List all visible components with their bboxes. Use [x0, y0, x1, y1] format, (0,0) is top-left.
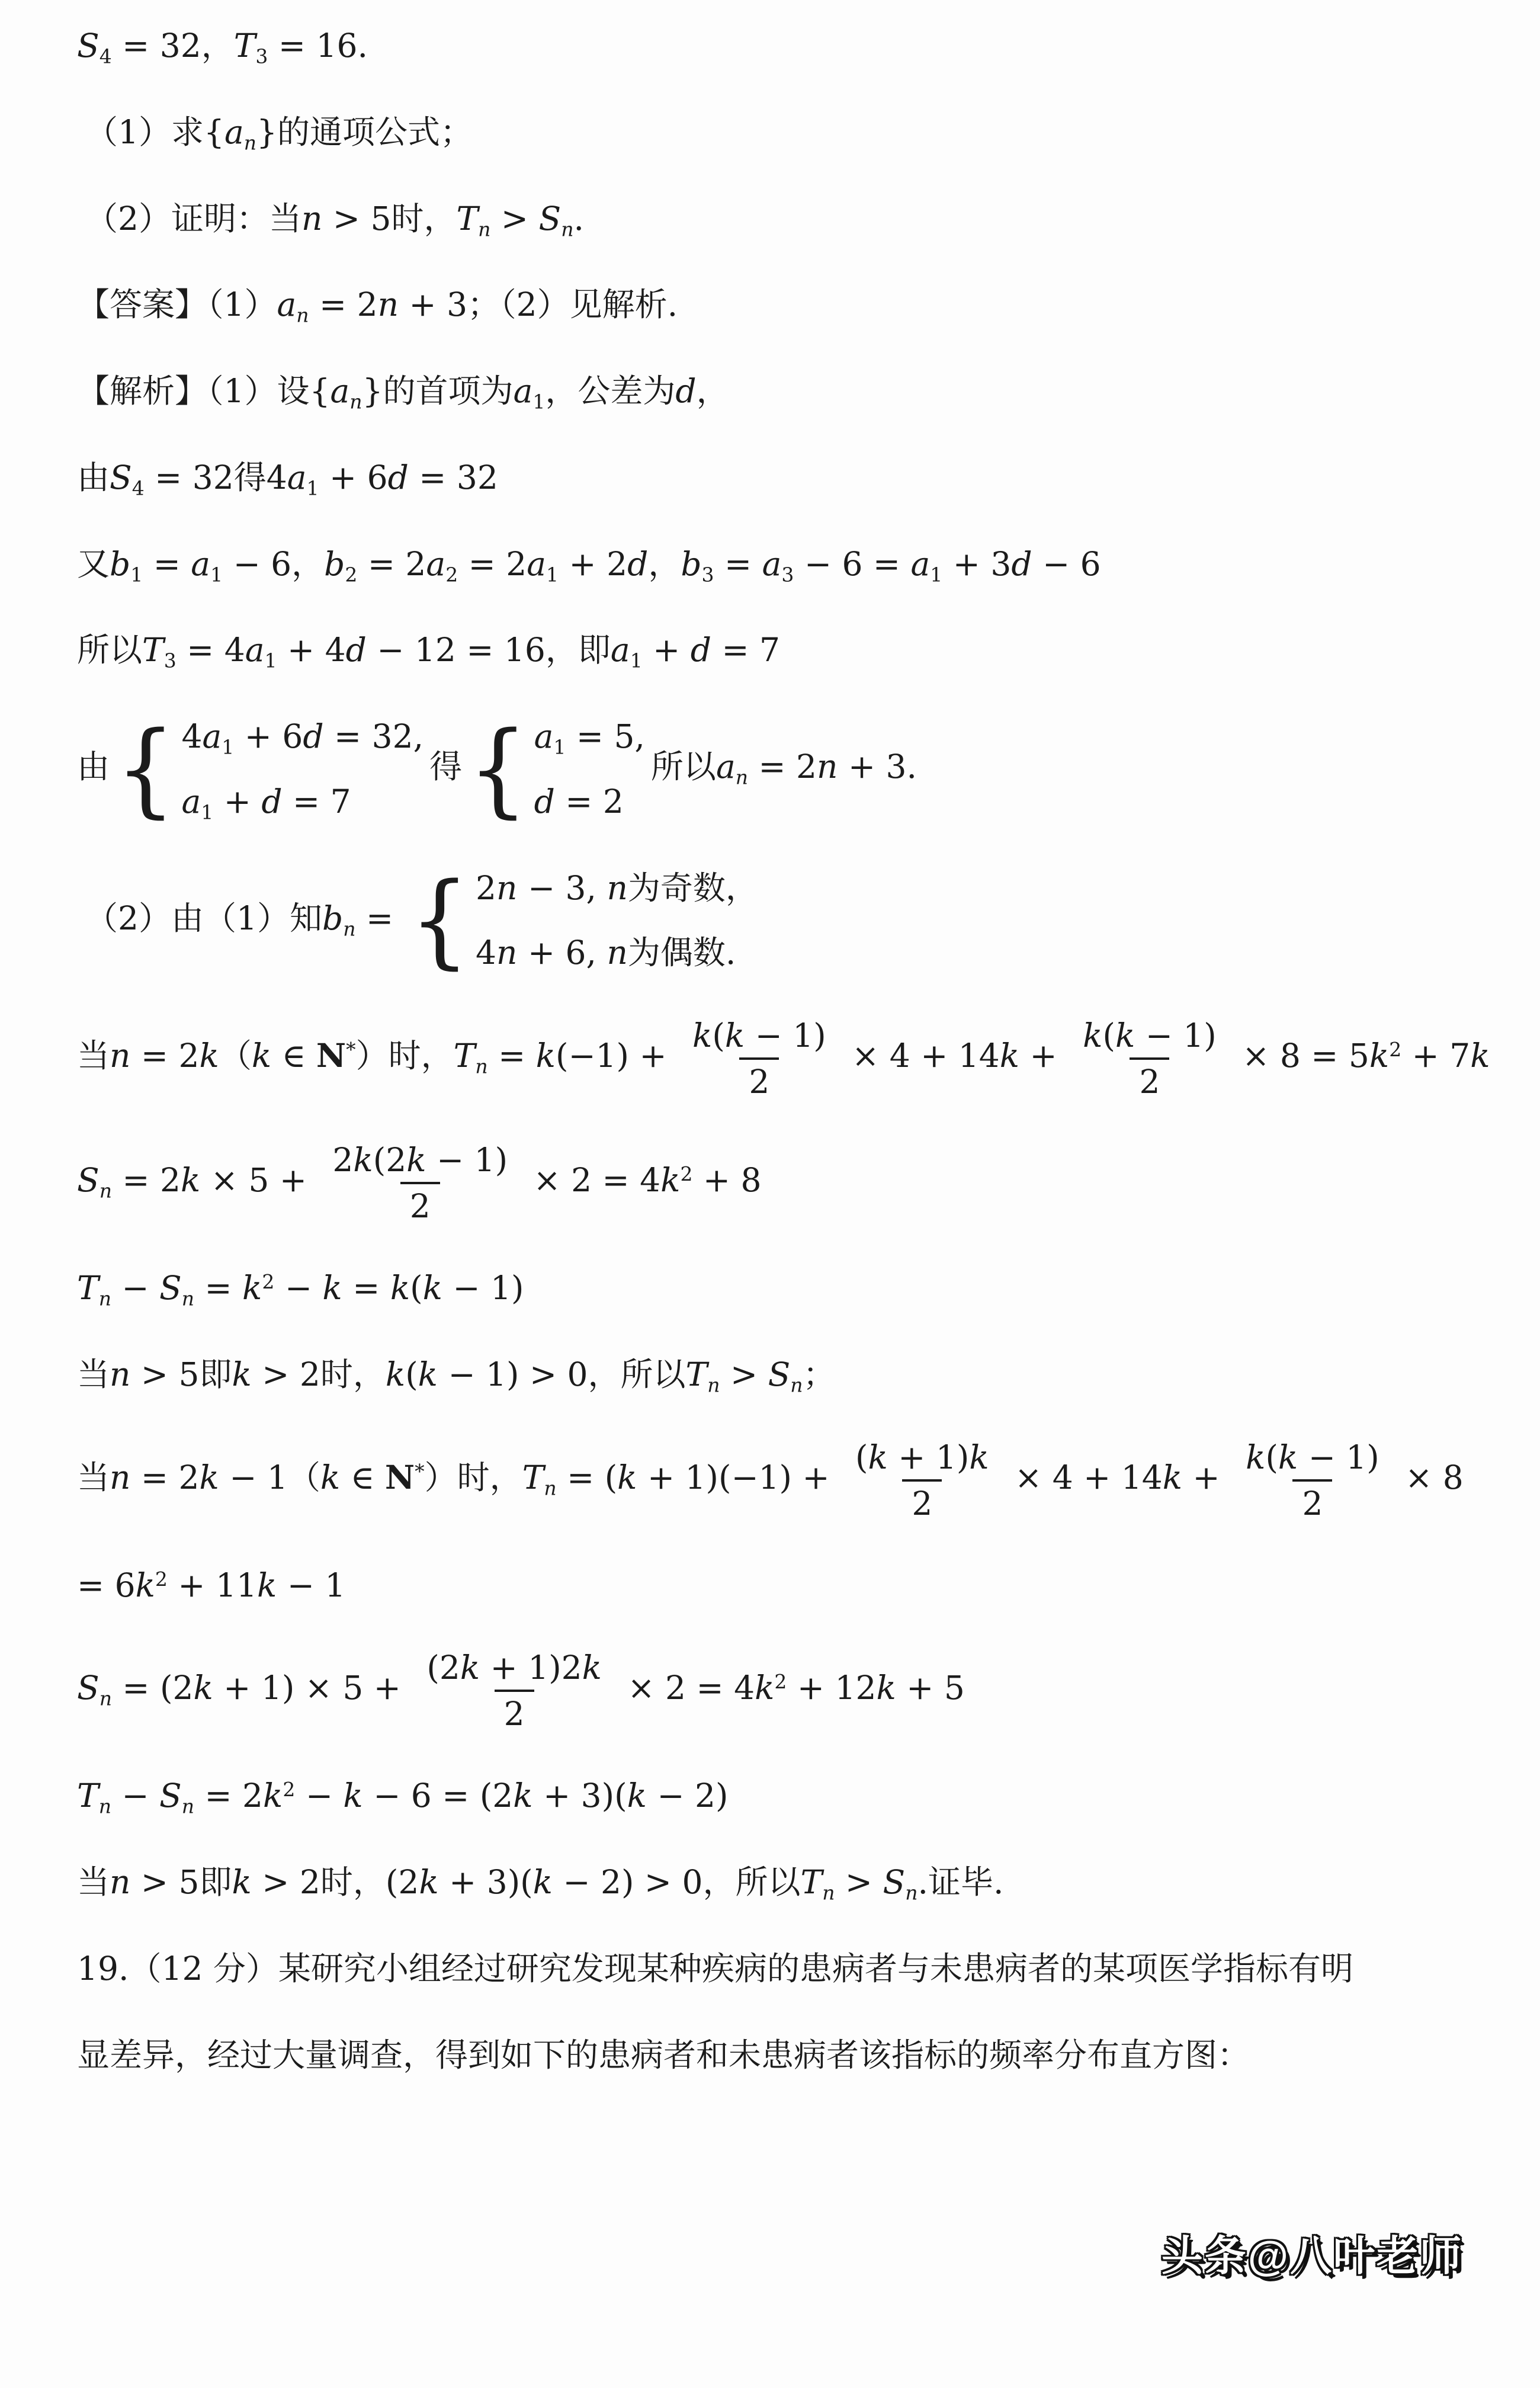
math-line-part2-piecewise-bn: （2）由（1）知$b_n$ = { 2n − 3, n为奇数， 4n + 6, n为偶数. [85, 860, 758, 980]
subscript: 1 [210, 563, 223, 586]
left-brace: { [468, 709, 528, 829]
fraction [683, 1016, 836, 1101]
superscript: 2 [155, 1567, 168, 1591]
math-line-even-case-tn: 当n = 2k（k ∈ N*）时，$T_n = k(-1)$ + $\frac{k(k - 1)}{2}$ × 4 + 14k + $\frac{k(k - 1)}{2}$ × $8 = 5k^2 + 7k$ [77, 1017, 1490, 1101]
subscript: 1 [546, 563, 559, 586]
cases-row: d = 2 [534, 782, 624, 820]
fraction-denominator: 2 [1292, 1479, 1332, 1523]
fraction-denominator: 2 [400, 1182, 440, 1226]
subscript: n [822, 1881, 835, 1905]
subscript: 3 [701, 563, 714, 586]
cases-rows [182, 713, 424, 826]
math-line-even-case-conclusion: 当n > 5即k > 2时，k(k − 1) > 0，所以$T_n > S_n$； [77, 1355, 836, 1397]
subscript: 1 [306, 476, 319, 500]
subscript: 1 [201, 800, 214, 824]
subscript: 3 [163, 649, 177, 672]
superscript: 2 [680, 1162, 693, 1185]
subscript: 4 [99, 44, 112, 68]
subscript: n [905, 1881, 918, 1905]
fraction-numerator: k(k − 1) [1083, 1017, 1217, 1054]
subscript: n [478, 217, 491, 241]
subscript: n [343, 916, 356, 940]
math-line-answer-summary: 【答案】$(1)a_n = 2n + 3$；（2）见解析. [77, 286, 678, 327]
math-line-system-solve: 由 { $4a_1 + 6d = 32$, $a_1 + d = 7$ 得 { $a_1 = 5$, d = 2 所以$a_n = 2n + 3$. [77, 709, 917, 829]
subscript: n [181, 1287, 194, 1310]
subscript: 3 [255, 44, 268, 68]
fraction-numerator: k(k − 1) [1246, 1438, 1379, 1476]
math-line-part1-question: （1）求$\{a_n\}$的通项公式； [85, 113, 473, 155]
subscript: n [349, 390, 362, 414]
math-line-q19-intro-line2: 显差异，经过大量调查，得到如下的患病者和未患病者该指标的频率分布直方图： [77, 2036, 1250, 2074]
fraction-numerator: (k + 1)k [855, 1438, 989, 1476]
subscript: n [475, 1054, 488, 1078]
cases-group [116, 709, 424, 829]
cases-row: 4n + 6, n为偶数. [476, 934, 736, 972]
subscript: n [735, 765, 748, 789]
bold-symbol: N [384, 1457, 415, 1496]
subscript: n [561, 217, 574, 241]
math-line-odd-case-difference: $T_n - S_n = 2k^2 - k - 6 = (2k + 3)(k - 2)$ [77, 1777, 729, 1818]
subscript: 4 [131, 476, 145, 500]
cases-rows [534, 713, 645, 826]
subscript: n [99, 1179, 112, 1203]
bold-symbol: N [316, 1036, 346, 1075]
math-line-even-case-sn: $S_n = 2k \times 5$ + $\frac{2k(2k - 1)}{2}$ × $2 = 4k^2 + 8$ [77, 1141, 762, 1225]
subscript: n [707, 1373, 720, 1397]
fraction-numerator: 2k(2k − 1) [332, 1141, 508, 1179]
subscript: 1 [130, 563, 143, 586]
superscript: 2 [774, 1670, 787, 1694]
subscript: n [98, 1287, 111, 1310]
subscript: 1 [532, 390, 546, 414]
subscript: n [99, 1687, 112, 1710]
cases-group [468, 709, 645, 829]
fraction [323, 1140, 517, 1226]
superscript: 2 [1389, 1037, 1402, 1061]
superscript: 2 [262, 1270, 275, 1293]
math-solution-content [77, 23, 1490, 2118]
superscript: * [415, 1459, 425, 1483]
math-line-eq-from-t3: 所以$T_3 = 4a_1 + 4d - 12 = 16$，即$a_1 + d = 7$ [77, 631, 781, 672]
fraction-numerator: k(k − 1) [692, 1017, 826, 1054]
subscript: 1 [630, 649, 643, 672]
cases-row: $a_1 = 5$, [534, 717, 645, 759]
math-line-eq-b-terms: 又$b_1 = a_1 - 6$，$b_2 = 2a_2 = 2a_1 + 2d$，$b_3 = a_3 - 6 = a_1 + 3d - 6$ [77, 544, 1101, 586]
fraction-denominator: 2 [1130, 1057, 1169, 1101]
cases-row: 2n − 3, n为奇数， [476, 868, 758, 907]
math-line-given-values: $S_4 = 32$，$T_3 = 16$. [77, 27, 368, 68]
subscript: n [98, 1794, 111, 1818]
subscript: 3 [781, 563, 794, 586]
math-line-odd-case-tn-result: = $6k^2 + 11k - 1$ [77, 1566, 346, 1604]
subscript: 1 [222, 735, 235, 759]
cases-row: $4a_1 + 6d = 32$, [181, 717, 424, 759]
subscript: n [296, 303, 309, 327]
cases-row: $a_1 + d = 7$ [181, 782, 351, 824]
subscript: 1 [264, 649, 277, 672]
subscript: n [243, 131, 257, 155]
left-brace: { [116, 709, 176, 829]
fraction [417, 1648, 611, 1733]
fraction [1236, 1438, 1389, 1523]
subscript: 2 [445, 563, 458, 586]
left-brace: { [409, 860, 470, 980]
math-line-eq-from-s4: 由$S_4 = 32$得$4a_1 + 6d = 32$ [77, 458, 498, 500]
fraction-denominator: 2 [739, 1057, 779, 1101]
superscript: * [346, 1037, 356, 1061]
fraction [1073, 1016, 1226, 1101]
fraction [846, 1438, 999, 1523]
fraction-denominator: 2 [902, 1479, 942, 1523]
math-line-q19-intro-line1: 19.（12 分）某研究小组经过研究发现某种疾病的患病者与未患病者的某项医学指标有明 [77, 1949, 1353, 1988]
subscript: n [544, 1476, 557, 1500]
subscript: 1 [553, 735, 566, 759]
watermark: 头条@八叶老师 [1161, 2233, 1463, 2279]
subscript: 2 [345, 563, 358, 586]
fraction-numerator: (2k + 1)2k [426, 1649, 602, 1687]
math-line-even-case-difference: $T_n - S_n = k^2 - k = k(k - 1)$ [77, 1269, 524, 1310]
math-line-odd-case-conclusion: 当n > 5即k > 2时，(2k + 3)(k − 2) > 0，所以$T_n > S_n$.证毕. [77, 1863, 1004, 1905]
math-line-analysis-setup: 【解析】（1）设$\{a_n\}$的首项为$a_1$，公差为d， [77, 372, 729, 414]
fraction-denominator: 2 [495, 1690, 534, 1733]
cases-rows [476, 865, 758, 977]
math-line-part2-question: （2）证明：当n > 5时，$T_n > S_n$. [85, 199, 584, 241]
subscript: n [790, 1373, 803, 1397]
math-line-odd-case-sn: $S_n = (2k + 1) \times 5$ + $\frac{(2k + 1)2k}{2}$ × $2 = 4k^2 + 12k + 5$ [77, 1649, 965, 1733]
subscript: n [181, 1794, 194, 1818]
subscript: 1 [930, 563, 943, 586]
math-line-odd-case-tn: 当n = 2k − 1（k ∈ N*）时，$T_n = (k + 1)(-1)$ + $\frac{(k + 1)k}{2}$ × 4 + 14k + $\frac{k(k - 1)}{2}$ × 8 [77, 1438, 1464, 1522]
superscript: 2 [283, 1778, 296, 1802]
